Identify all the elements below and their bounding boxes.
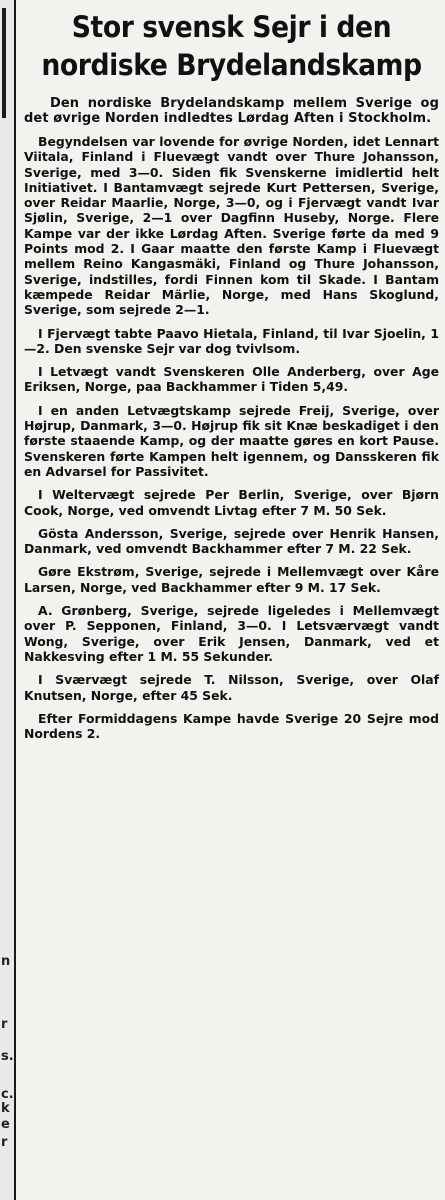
article-paragraph: Gösta Andersson, Sverige, sejrede over Henrik Hansen, Danmark, ved omvendt Backhammer efter 7 M. 22 Sek. (24, 525, 439, 557)
article-body (24, 134, 439, 741)
margin-letter: r (1, 1017, 8, 1032)
article-paragraph: Efter Formiddagens Kampe havde Sverige 20 Sejre mod Nordens 2. (24, 710, 439, 742)
margin-letter: n (1, 954, 11, 969)
article-paragraph: I Sværvægt sejrede T. Nilsson, Sverige, over Olaf Knutsen, Norge, efter 45 Sek. (24, 672, 439, 703)
margin-letter: s. (1, 1049, 14, 1064)
margin-letter: e (1, 1117, 10, 1132)
article-lead: Den nordiske Brydelandskamp mellem Sverige og det øvrige Norden indledtes Lørdag Aften i Stockholm. (24, 96, 439, 126)
article-paragraph: I Fjervægt tabte Paavo Hietala, Finland, til Ivar Sjoelin, 1—2. Den svenske Sejr var dog tvivlsom. (24, 325, 439, 356)
margin-letter: c. (1, 1087, 14, 1102)
margin-letter: k (1, 1101, 10, 1116)
article-paragraph: I Weltervægt sejrede Per Berlin, Sverige, over Bjørn Cook, Norge, ved omvendt Livtag efter 7 M. 50 Sek. (24, 487, 439, 518)
column-edge-mark (2, 8, 6, 118)
article-paragraph: A. Grønberg, Sverige, sejrede ligeledes i Mellemvægt over P. Sepponen, Finland, 3—0. I Letsværvægt vandt Wong, Sverige, over Erik Jensen, Danmark, ved et Nakkesving efter 1 M. 55 Sekunder. (24, 603, 439, 664)
headline-line: nordiske Brydelandskamp (41, 48, 422, 82)
headline-line: Stor svensk Sejr i den (71, 10, 392, 44)
article-paragraph: Begyndelsen var lovende for øvrige Norden, idet Lennart Viitala, Finland i Fluevægt vandt over Thure Johansson, Sverige, med 3—0. Siden fik Svenskerne imidlertid helt Initiativet. I Bantamvægt sejrede Kurt Pettersen, Sverige, over Reidar Maarlie, Norge, 3—0, og i Fjervægt vandt Ivar Sjølin, Sverige, 2—1 over Dagfinn Huseby, Norge. Flere Kampe var der ikke Lørdag Aften. Sverige førte da med 9 Points mod 2. I Gaar maatte den første Kamp i Fluevægt mellem Reino Kangasmäki, Finland og Thure Johansson, Sverige, indstilles, fordi Finnen kom til Skade. I Bantam kæmpede Reidar Märlie, Norge, med Hans Skoglund, Sverige, som sejrede 2—1. (24, 134, 439, 318)
adjacent-column-fragment (0, 0, 14, 1200)
article-paragraph: I Letvægt vandt Svenskeren Olle Anderberg, over Age Eriksen, Norge, paa Backhammer i Tiden 5,49. (24, 364, 439, 395)
article-paragraph: Gøre Ekstrøm, Sverige, sejrede i Mellemvægt over Kåre Larsen, Norge, ved Backhammer efter 9 M. 17 Sek. (24, 564, 439, 595)
article (24, 8, 439, 741)
article-paragraph: I en anden Letvægtskamp sejrede Freij, Sverige, over Højrup, Danmark, 3—0. Højrup fik sit Knæ beskadiget i den første staaende Kamp, og der maatte gøres en kort Pause. Svenskeren førte Kampen helt igennem, og Dansskeren fik en Advarsel for Passivitet. (24, 402, 439, 479)
column-rule (14, 0, 16, 1200)
headline (41, 8, 423, 84)
margin-letter: r (1, 1135, 8, 1150)
